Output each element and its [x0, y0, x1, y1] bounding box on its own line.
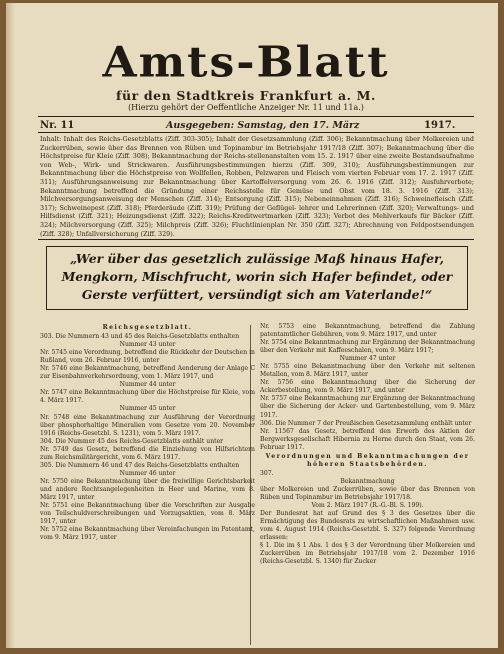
masthead-subtitle: für den Stadtkreis Frankfurt a. M.	[116, 88, 376, 103]
paragraph: Nr. 5751 eine Bekanntmachung über die Vorschriften zur Ausgabe von Teilschuldverschreibungen und Vorzugsaktien, vom 8. März 1917, unter	[40, 502, 255, 526]
paragraph: Nummer 46 unter	[119, 469, 176, 477]
notice-banner	[46, 246, 468, 310]
paragraph: Nummer 44 unter	[119, 381, 176, 389]
paragraph: Nr. 5747 eine Bekanntmachung über die Höchstpreise für Kleie, vom 4. März 1917.	[40, 389, 255, 405]
issue-number: Nr. 11	[40, 120, 75, 131]
masthead-title: Amts-Blatt	[102, 38, 390, 87]
paragraph: § 1. Die im § 1 Abs. 1 des § 3 der Verordnung über Molkereien und Zuckerrüben im Betriebsjahr 1917/18 vom 2. Dezember 1916 (Reichs-Gesetzbl. S. 1340) für Zucker	[260, 542, 475, 566]
paragraph: Nr. 5746 eine Bekanntmachung, betreffend Aenderung der Anlage C zur Eisenbahnverkehrsordnung, vom 1. März 1917, und	[40, 365, 255, 381]
paragraph: Nr. 5754 eine Bekanntmachung zur Ergänzung der Bekanntmachung über den Verkehr mit Kaffeeschalen, vom 9. März 1917;	[260, 339, 475, 355]
paragraph: Nr. 5750 eine Bekanntmachung über die freiwillige Gerichtsbarkeit und andere Rechtsangelegenheiten in Heer und Marine, vom 8. März 1917, unter	[40, 477, 255, 501]
paragraph: Nr. 5757 eine Bekanntmachung zur Ergänzung der Bekanntmachung über die Sicherung der Acker- und Gartenbestellung, vom 9. März 1917.	[260, 395, 475, 419]
paragraph: Nr. 5745 eine Verordnung, betreffend die Rückkehr der Deutschen in Rußland, vom 26. Februar 1916, unter	[40, 349, 255, 365]
paragraph: Nr. 5748 eine Bekanntmachung zur Ausführung der Verordnung über phosphorhaltige Mineralien vom Gesetze vom 20. November 1916 (Reichs-Gesetzbl. S. 1231), vom 5. März 1917.	[40, 413, 255, 437]
masthead-note: (Hierzu gehört der Oeffentliche Anzeiger Nr. 11 und 11a.)	[128, 103, 364, 112]
paragraph: Nummer 45 unter	[119, 405, 176, 413]
paragraph: Nr. 5749 das Gesetz, betreffend die Einziehung von Hilfsrichtern zum Reichsmilitärgericht, vom 6. März 1917.	[40, 445, 255, 461]
paragraph: Nr. 5756 eine Bekanntmachung über die Sicherung der Ackerbestellung, vom 9. März 1917, und unter	[260, 379, 475, 395]
banner-text: „Wer über das gesetzlich zulässige Maß hinaus Hafer, Mengkorn, Mischfrucht, worin sich Hafer befindet, oder Gerste verfüttert, versündigt sich am Vaterlande!“	[61, 251, 453, 302]
paragraph: über Molkereien und Zuckerrüben, sowie über das Brennen von Rüben und Topinambur im Betriebsjahr 1917/18.	[260, 485, 475, 501]
paragraph: 303. Die Nummern 43 und 45 des Reichs-Gesetzblatts enthalten	[40, 333, 240, 341]
paragraph: Vom 2. März 1917 (R.-G.-Bl. S. 199).	[311, 502, 424, 510]
newspaper-page	[6, 3, 498, 648]
paragraph: Nr. 5755 eine Bekanntmachung über den Verkehr mit seltenen Metallen, vom 8. März 1917, unter	[260, 363, 475, 379]
left-column	[40, 323, 255, 542]
paragraph: Bekanntmachung	[340, 477, 395, 485]
header-rule-bottom	[38, 132, 474, 133]
header-rule-top	[38, 116, 474, 117]
section-heading: Reichsgesetzblatt.	[102, 324, 193, 331]
paragraph: Nummer 43 unter	[119, 341, 176, 349]
paragraph: 304. Die Nummer 45 des Reichs-Gesetzblatts enthält unter	[40, 437, 224, 445]
paragraph: 306. Die Nummer 7 der Preußischen Gesetzsammlung enthält unter	[260, 419, 472, 427]
paragraph: 305. Die Nummern 46 und 47 des Reichs-Gesetzblatts enthalten	[40, 461, 240, 469]
paragraph: Der Bundesrat hat auf Grund des § 3 des Gesetzes über die Ermächtigung des Bundesrats zu wirtschaftlichen Maßnahmen usw. vom 4. August 1914 (Reichs-Gesetzbl. S. 327) folgende Verordnung erlassen:	[260, 510, 475, 542]
issue-year: 1917.	[424, 120, 456, 131]
page-spine	[6, 3, 15, 648]
toc-rule	[38, 239, 474, 240]
paragraph: 307.	[260, 469, 274, 477]
table-of-contents: Inhalt: Inhalt des Reichs-Gesetzblatts (Ziff. 303-305); Inhalt der Gesetzsammlung (Ziff. 306); Bekanntmachung über Molkereien und Zuckerrüben, sowie über das Brennen von Rüben und Topinambur im Betriebsjahr 1917/18 (Ziff. 307); Bekanntmachung über die Höchstpreise für Kleie (Ziff. 308); Bekanntmachung der Reichs-stellenanstalten vom 15. 2. 1917 über eine zweite Bestandsaufnahme von Web-, Wirk- und Strickwaren. Ausführungsbestimmungen hierzu (Ziff. 309, 310); Ausführungsbestimmungen zur Bekanntmachung über die Höchstpreise von Wollfellen, Robben, Pelzwaren und Fleisch vom vierten Februar vom 17. 2. 1917 (Ziff. 311); Ausführungsanweisung zur Bekanntmachung über Kartoffelversorgung vom 26. 6. 1916 (Ziff. 312); Ausfuhrverbote; Bekanntmachung betreffend die Gründung einer Reichsstelle für Gemüse und Obst vom 18. 3. 1916 (Ziff. 313); Milchversorgungsanweisung der Menschen (Ziff. 314); Entsorgung (Ziff. 315); Nebeneinnahmen (Ziff. 316); Schweinefleisch (Ziff. 317); Schweinepest (Ziff. 318); Pferderäude (Ziff. 319); Prüfung der Geflügel- lehrer und Lehrerinnen (Ziff. 320); Verwaltungs- und Hilfsdienst (Ziff. 321); Heizungsdienst (Ziff. 322); Reichs-Kreditwertmarken (Ziff. 323); Verbot des Mehlverkaufs für Bäcker (Ziff. 324); Milchversorgung (Ziff. 325); Milchpreis (Ziff. 326); Fluchtlinienplan Nr. 350 (Ziff. 327); Abrechnung von Feldpostsendungen (Ziff. 328); Unfallversicherung (Ziff. 329).	[40, 135, 474, 238]
paragraph: Nummer 47 unter	[339, 355, 396, 363]
right-column	[260, 323, 475, 566]
paragraph: Nr. 5753 eine Bekanntmachung, betreffend die Zahlung patentamtlicher Gebühren, vom 9. März 1917, und unter	[260, 323, 475, 339]
issue-date: Ausgegeben: Samstag, den 17. März	[166, 120, 360, 131]
section-heading: Verordnungen und Bekanntmachungen der höheren Staatsbehörden.	[265, 452, 470, 468]
paragraph: Nr. 5752 eine Bekanntmachung über Vereinfachungen im Patentamt, vom 9. März 1917, unter	[40, 526, 255, 542]
paragraph: Nr. 11567 das Gesetz, betreffend den Erwerb des Aktien der Bergwerksgesellschaft Hibernia zu Herne durch den Staat, vom 26. Februar 1917.	[260, 427, 475, 451]
